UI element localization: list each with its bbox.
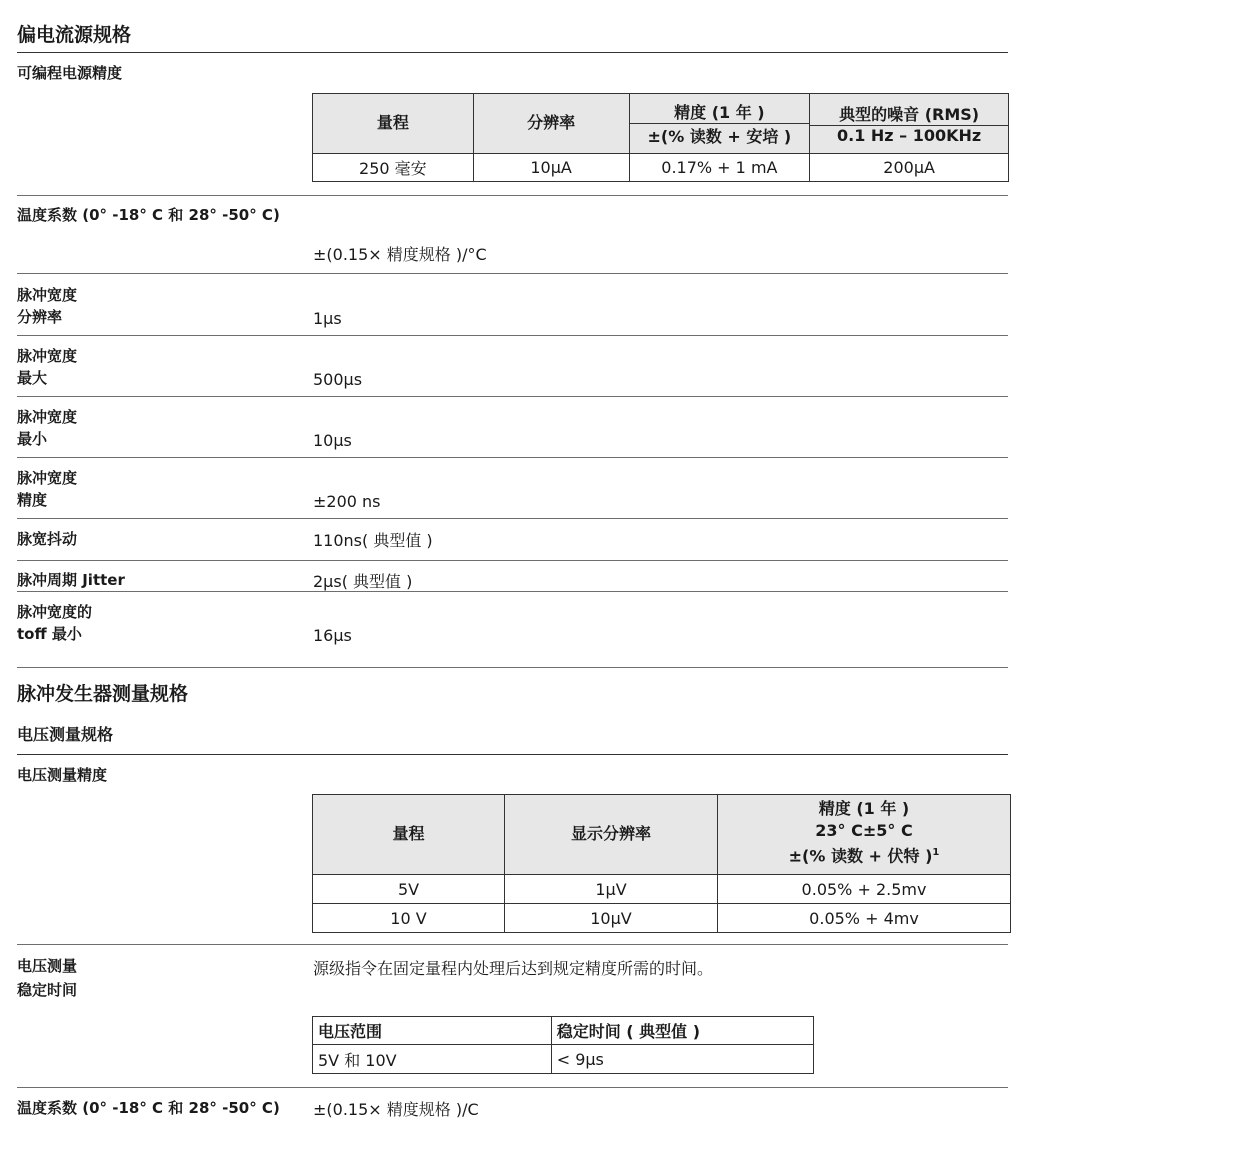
divider <box>17 195 1008 196</box>
table-row <box>313 154 1009 182</box>
cell-accuracy: 0.05% + 2.5mv <box>718 875 1011 904</box>
header-accuracy: 精度 (1 年 ) ±(% 读数 + 安培 ) <box>629 94 810 154</box>
settling-description: 源级指令在固定量程内处理后达到规定精度所需的时间。 <box>313 959 714 978</box>
cell-accuracy: 0.17% + 1 mA <box>629 154 810 182</box>
divider <box>17 944 1008 945</box>
header-range: 量程 <box>313 94 474 154</box>
divider <box>17 396 1008 397</box>
footnote-marker: 1 <box>932 846 940 858</box>
divider <box>17 335 1008 336</box>
table-row <box>313 875 1011 904</box>
temp-coef-value: ±(0.15× 精度规格 )/°C <box>313 245 487 264</box>
section-title-bias-source: 偏电流源规格 <box>17 24 132 46</box>
divider <box>17 667 1008 668</box>
divider <box>17 560 1008 561</box>
header-range: 量程 <box>313 795 505 875</box>
spec-value: 500μs <box>313 370 363 389</box>
spec-value: 16μs <box>313 626 352 645</box>
divider <box>17 754 1008 755</box>
voltage-accuracy-table <box>312 794 1011 933</box>
temp-coef-label: 温度系数 (0° -18° C 和 28° -50° C) <box>17 1099 280 1117</box>
cell-resolution: 10μV <box>505 904 718 933</box>
subtitle-programmable-accuracy: 可编程电源精度 <box>17 64 123 82</box>
temp-coef-value: ±(0.15× 精度规格 )/C <box>313 1100 479 1119</box>
settling-label: 电压测量 稳定时间 <box>17 957 78 999</box>
divider <box>17 1087 1008 1088</box>
cell-noise: 200μA <box>810 154 1009 182</box>
header-settling-time: 稳定时间 ( 典型值 ) <box>551 1017 813 1045</box>
table-row <box>313 1045 814 1074</box>
divider <box>17 591 1008 592</box>
temp-coef-label: 温度系数 (0° -18° C 和 28° -50° C) <box>17 206 280 224</box>
spec-label: 脉冲宽度 分辨率 <box>17 286 78 326</box>
settling-time-table <box>312 1016 814 1074</box>
spec-value: 110ns( 典型值 ) <box>313 531 433 550</box>
table-row <box>313 904 1011 933</box>
spec-label: 脉冲周期 Jitter <box>17 571 125 589</box>
cell-range: 10 V <box>313 904 505 933</box>
spec-label: 脉冲宽度 最小 <box>17 408 78 448</box>
header-noise: 典型的噪音 (RMS) 0.1 Hz – 100KHz <box>810 94 1009 154</box>
section-title-pulse-measure: 脉冲发生器测量规格 <box>17 683 189 705</box>
spec-label: 脉冲宽度的 toff 最小 <box>17 603 93 643</box>
header-resolution: 分辨率 <box>473 94 629 154</box>
cell-resolution: 1μV <box>505 875 718 904</box>
divider <box>17 273 1008 274</box>
cell-time: < 9μs <box>551 1045 813 1074</box>
spec-value: 2μs( 典型值 ) <box>313 572 413 591</box>
divider <box>17 457 1008 458</box>
source-accuracy-table <box>312 93 1009 182</box>
divider <box>17 518 1008 519</box>
spec-value: ±200 ns <box>313 492 381 511</box>
header-display-resolution: 显示分辨率 <box>505 795 718 875</box>
subtitle-voltage-measure: 电压测量规格 <box>17 725 114 744</box>
cell-range: 5V <box>313 875 505 904</box>
cell-range: 250 毫安 <box>313 154 474 182</box>
cell-resolution: 10μA <box>473 154 629 182</box>
spec-value: 1μs <box>313 309 342 328</box>
header-accuracy: 精度 (1 年 ) 23° C±5° C ±(% 读数 + 伏特 )$^1$ <box>718 795 1011 875</box>
heading-voltage-accuracy: 电压测量精度 <box>17 766 108 784</box>
divider <box>17 52 1008 53</box>
spec-label: 脉宽抖动 <box>17 530 78 548</box>
spec-value: 10μs <box>313 431 352 450</box>
spec-label: 脉冲宽度 精度 <box>17 469 78 509</box>
cell-accuracy: 0.05% + 4mv <box>718 904 1011 933</box>
header-voltage-range: 电压范围 <box>313 1017 552 1045</box>
cell-voltage: 5V 和 10V <box>313 1045 552 1074</box>
spec-label: 脉冲宽度 最大 <box>17 347 78 387</box>
